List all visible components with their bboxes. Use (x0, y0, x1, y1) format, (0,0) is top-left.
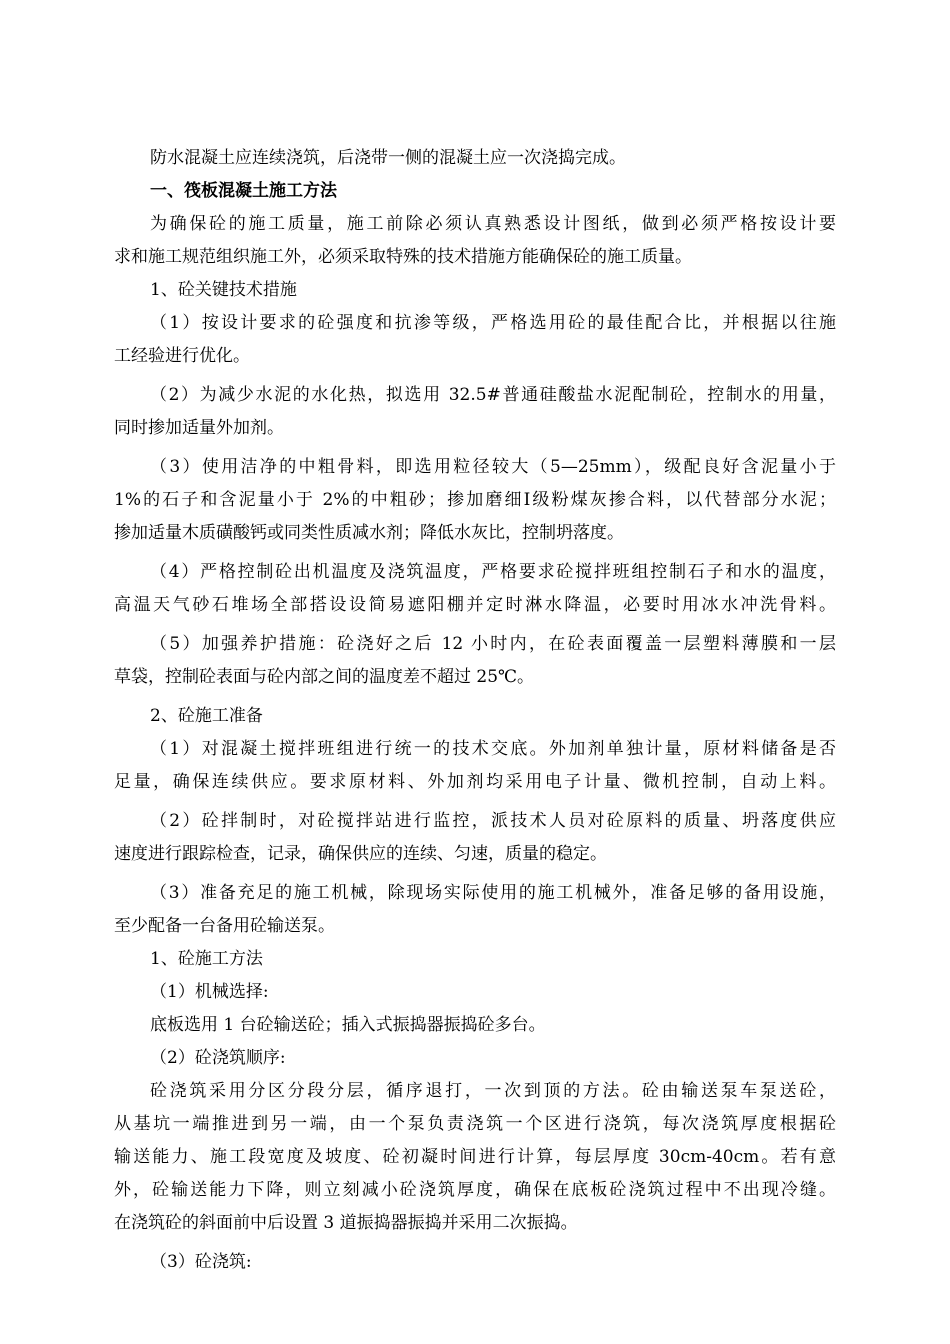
paragraph-line: 至少配备一台备用砼输送泵。 (114, 916, 335, 936)
paragraph-line: 速度进行跟踪检查，记录，确保供应的连续、匀速，质量的稳定。 (114, 844, 607, 864)
paragraph-line: 防水混凝土应连续浇筑，后浇带一侧的混凝土应一次浇捣完成。 (150, 148, 626, 168)
paragraph-line: 1%的石子和含泥量小于 2%的中粗砂；掺加磨细Ⅰ级粉煤灰掺合料，以代替部分水泥； (114, 490, 836, 510)
paragraph-line: （1）对混凝土搅拌班组进行统一的技术交底。外加剂单独计量，原材料储备是否 (150, 739, 836, 759)
paragraph-line: 草袋，控制砼表面与砼内部之间的温度差不超过 25℃。 (114, 667, 535, 687)
paragraph-line: 求和施工规范组织施工外，必须采取特殊的技术措施方能确保砼的施工质量。 (114, 247, 692, 267)
paragraph-line: 在浇筑砼的斜面前中后设置 3 道振捣器振捣并采用二次振捣。 (114, 1213, 578, 1233)
paragraph-line: 底板选用 1 台砼输送砼；插入式振捣器振捣砼多台。 (150, 1015, 546, 1035)
paragraph-line: 足量，确保连续供应。要求原材料、外加剂均采用电子计量、微机控制，自动上料。 (114, 772, 836, 792)
paragraph-line: （2）为减少水泥的水化热，拟选用 32.5#普通硅酸盐水泥配制砼，控制水的用量， (150, 385, 836, 405)
subsection-heading: 1、砼关键技术措施 (150, 280, 297, 300)
paragraph-line: 砼浇筑采用分区分段分层，循序退打，一次到顶的方法。砼由输送泵车泵送砼， (150, 1081, 836, 1101)
document-body (114, 142, 836, 1279)
paragraph-line: 为确保砼的施工质量，施工前除必须认真熟悉设计图纸，做到必须严格按设计要 (150, 214, 836, 234)
paragraph-line: （1）机械选择: (150, 982, 269, 1002)
subsection-heading: 1、砼施工方法 (150, 949, 263, 969)
paragraph-line: 输送能力、施工段宽度及坡度、砼初凝时间进行计算，每层厚度 30cm-40cm。若有意 (114, 1147, 836, 1167)
paragraph-line: 从基坑一端推进到另一端，由一个泵负责浇筑一个区进行浇筑，每次浇筑厚度根据砼 (114, 1114, 836, 1134)
section-heading: 一、筏板混凝土施工方法 (150, 181, 337, 201)
paragraph-line: 高温天气砂石堆场全部搭设设简易遮阳棚并定时淋水降温，必要时用冰水冲洗骨料。 (114, 595, 836, 615)
paragraph-line: 同时掺加适量外加剂。 (114, 418, 284, 438)
paragraph-line: （4）严格控制砼出机温度及浇筑温度，严格要求砼搅拌班组控制石子和水的温度， (150, 562, 836, 582)
paragraph-line: 工经验进行优化。 (114, 346, 250, 366)
paragraph-line: （3）使用洁净的中粗骨料，即选用粒径较大（5—25mm），级配良好含泥量小于 (150, 457, 836, 477)
paragraph-line: （2）砼浇筑顺序: (150, 1048, 286, 1068)
paragraph-line: 掺加适量木质磺酸钙或同类性质减水剂；降低水灰比，控制坍落度。 (114, 523, 624, 543)
paragraph-line: 外，砼输送能力下降，则立刻减小砼浇筑厚度，确保在底板砼浇筑过程中不出现冷缝。 (114, 1180, 836, 1200)
paragraph-line: （2）砼拌制时，对砼搅拌站进行监控，派技术人员对砼原料的质量、坍落度供应 (150, 811, 836, 831)
paragraph-line: （3）砼浇筑: (150, 1252, 252, 1272)
paragraph-line: （3）准备充足的施工机械，除现场实际使用的施工机械外，准备足够的备用设施， (150, 883, 836, 903)
paragraph-line: （5）加强养护措施：砼浇好之后 12 小时内，在砼表面覆盖一层塑料薄膜和一层 (150, 634, 836, 654)
subsection-heading: 2、砼施工准备 (150, 706, 263, 726)
paragraph-line: （1）按设计要求的砼强度和抗渗等级，严格选用砼的最佳配合比，并根据以往施 (150, 313, 836, 333)
